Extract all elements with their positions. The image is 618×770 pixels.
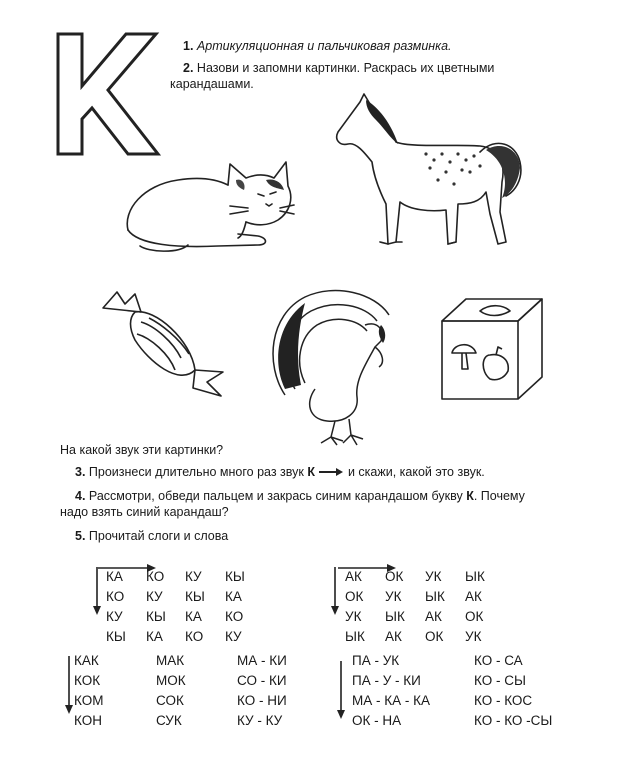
- syllable: КЫ: [146, 608, 166, 624]
- syllable: КУ: [146, 588, 163, 604]
- task-1: [183, 38, 452, 54]
- task-1-text: Артикуляционная и пальчиковая разминка.: [196, 39, 452, 53]
- syllable: КО: [146, 568, 165, 584]
- syllable: АК: [465, 588, 482, 604]
- task-4-letter: К: [466, 489, 474, 503]
- syllable: ЫК: [385, 608, 405, 624]
- task-2-text-cont: карандашами.: [170, 77, 254, 91]
- syllable: УК: [345, 608, 362, 624]
- syllable: КА: [146, 628, 163, 644]
- word: КУ - КУ: [237, 712, 283, 728]
- task-2-text: Назови и запомни картинки. Раскрась их цветными: [196, 61, 495, 75]
- word: КАК: [74, 652, 99, 668]
- syllable: КО: [106, 588, 125, 604]
- word: КОН: [74, 712, 102, 728]
- word: КО - КОС: [474, 692, 533, 708]
- word: МАК: [156, 652, 185, 668]
- word-row: [352, 670, 574, 690]
- syllable: КО: [225, 608, 244, 624]
- arrow-down-icon: [92, 566, 102, 621]
- syllable: ЫК: [345, 628, 365, 644]
- word-row: [352, 710, 574, 730]
- arrow-down-icon: [64, 655, 74, 720]
- syllable: КО: [185, 628, 204, 644]
- word-row: [74, 650, 317, 670]
- syllable: АК: [425, 608, 442, 624]
- word: КО - НИ: [237, 692, 287, 708]
- arrow-down-icon: [336, 660, 346, 725]
- syllable-row: [106, 586, 265, 606]
- syllable-row: [345, 586, 505, 606]
- syllable-row: [106, 626, 265, 646]
- syllable: КУ: [106, 608, 123, 624]
- task-3-text-b: и скажи, какой это звук.: [347, 465, 485, 479]
- turkey-icon: [265, 285, 410, 450]
- word-row: [74, 710, 317, 730]
- horse-icon: [330, 92, 530, 257]
- word: СО - КИ: [237, 672, 287, 688]
- syllable: ЫК: [425, 588, 445, 604]
- syllable: УК: [385, 588, 402, 604]
- task-5-text: Прочитай слоги и слова: [88, 529, 229, 543]
- arrow-down-icon: [330, 566, 340, 621]
- syllable: КЫ: [106, 628, 126, 644]
- syllables-left: [106, 566, 265, 646]
- syllable-row: [106, 606, 265, 626]
- task-2: [183, 60, 494, 76]
- task-2-number: 2.: [183, 61, 194, 75]
- syllable: КЫ: [185, 588, 205, 604]
- task-3-text-a: Произнеси длительно много раз звук: [88, 465, 304, 479]
- word: МА - КИ: [237, 652, 287, 668]
- task-4: [75, 488, 525, 504]
- syllable-row: [345, 606, 505, 626]
- word-row: [74, 690, 317, 710]
- word: КО - СА: [474, 652, 523, 668]
- task-3-number: 3.: [75, 465, 86, 479]
- task-2-line2: [170, 76, 254, 92]
- syllable: ОК: [385, 568, 404, 584]
- word: КО - СЫ: [474, 672, 526, 688]
- task-4-text-a: Рассмотри, обведи пальцем и закрась синим карандашом букву: [88, 489, 463, 503]
- syllable: ОК: [425, 628, 444, 644]
- syllable: АК: [345, 568, 362, 584]
- syllable: УК: [465, 628, 482, 644]
- syllable: КУ: [185, 568, 202, 584]
- task-1-number: 1.: [183, 39, 194, 53]
- word: СУК: [156, 712, 182, 728]
- words-right: [352, 650, 574, 730]
- task-4-number: 4.: [75, 489, 86, 503]
- cat-icon: [118, 150, 298, 255]
- word: МОК: [156, 672, 186, 688]
- syllable: АК: [385, 628, 402, 644]
- word-row: [352, 690, 574, 710]
- task-5-number: 5.: [75, 529, 86, 543]
- syllable: УК: [425, 568, 442, 584]
- word-row: [74, 670, 317, 690]
- word: КО - КО -СЫ: [474, 712, 553, 728]
- word: КОК: [74, 672, 101, 688]
- question-label: На какой звук эти картинки?: [60, 443, 224, 457]
- syllable: ЫК: [465, 568, 485, 584]
- word: СОК: [156, 692, 184, 708]
- big-letter-k: [52, 28, 162, 160]
- syllable-row: [106, 566, 265, 586]
- task-3-sound: К: [307, 465, 315, 479]
- task-5: [75, 528, 228, 544]
- syllables-right: [345, 566, 505, 646]
- candy-icon: [95, 290, 230, 400]
- syllable: ОК: [345, 588, 364, 604]
- syllable: КА: [106, 568, 123, 584]
- syllable-row: [345, 626, 505, 646]
- syllable: КЫ: [225, 568, 245, 584]
- syllable-row: [345, 566, 505, 586]
- syllable: КА: [185, 608, 202, 624]
- task-4-line2: [60, 504, 229, 520]
- word: ПА - УК: [352, 652, 400, 668]
- task-4-text-cont: надо взять синий карандаш?: [60, 505, 229, 519]
- question-text: [60, 442, 223, 458]
- syllable: КА: [225, 588, 242, 604]
- arrow-right-icon: [318, 465, 344, 481]
- word: ПА - У - КИ: [352, 672, 421, 688]
- word-row: [352, 650, 574, 670]
- words-left: [74, 650, 317, 730]
- task-4-text-b: . Почему: [473, 489, 525, 503]
- syllable: КУ: [225, 628, 242, 644]
- word: ОК - НА: [352, 712, 402, 728]
- cube-icon: [438, 295, 548, 405]
- syllable: ОК: [465, 608, 484, 624]
- word: КОМ: [74, 692, 104, 708]
- task-3: [75, 464, 485, 481]
- word: МА - КА - КА: [352, 692, 430, 708]
